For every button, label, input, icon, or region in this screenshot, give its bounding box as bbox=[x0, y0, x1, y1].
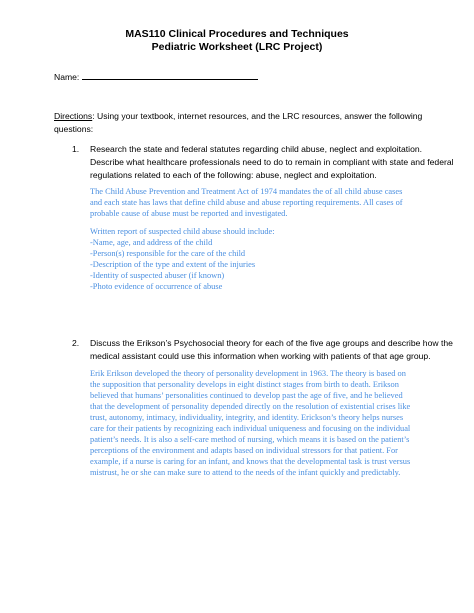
question-number: 2. bbox=[72, 338, 80, 348]
answer-line: the supposition that personality develops in eight distinct stages from birth to death. Erikson bbox=[90, 380, 399, 389]
answer-line: -Description of the type and extent of the injuries bbox=[90, 260, 256, 269]
answer-line: -Photo evidence of occurrence of abuse bbox=[90, 282, 223, 291]
question-text-line: Research the state and federal statutes regarding child abuse, neglect and exploitation. bbox=[90, 144, 423, 154]
question-text-line: Discuss the Erikson’s Psychosocial theory for each of the five age groups and describe how the bbox=[90, 338, 453, 348]
answer-line: The Child Abuse Prevention and Treatment Act of 1974 mandates the of all child abuse cases bbox=[90, 187, 403, 196]
answer-line: probable cause of abuse must be reported and investigated. bbox=[90, 209, 288, 218]
answer-line: mistrust, he or she can make sure to attend to the needs of the infant quickly and predictably. bbox=[90, 468, 401, 477]
directions-line-1 bbox=[54, 110, 422, 123]
directions-label: Directions bbox=[54, 111, 93, 121]
name-label: Name: bbox=[54, 72, 80, 82]
answer-line: believed that humans’ personalities continued to develop past the age of five, and he believed bbox=[90, 391, 403, 400]
answer-line: and each state has laws that define child abuse and abuse reporting requirements. All cases of bbox=[90, 198, 403, 207]
answer-line: -Name, age, and address of the child bbox=[90, 238, 213, 247]
answer-line: Erik Erikson developed the theory of personality development in 1963. The theory is based on bbox=[90, 369, 406, 378]
answer-line: perceptions of the environment and adapts based on individual stressors for that patient. For bbox=[90, 446, 398, 455]
question-text-line: medical assistant could use this information when working with patients of that age group. bbox=[90, 351, 431, 361]
question-number: 1. bbox=[72, 144, 80, 154]
name-field-row bbox=[54, 70, 258, 84]
answer-line: example, if a nurse is caring for an infant, and knows that the developmental task is trust versus bbox=[90, 457, 411, 466]
answer-line: care for their patients by recognizing each individual uniqueness and focusing on the individual bbox=[90, 424, 411, 433]
question-text-line: regulations related to each of the following: abuse, neglect and exploitation. bbox=[90, 170, 377, 180]
name-underline[interactable] bbox=[82, 70, 258, 80]
directions-line-2: questions: bbox=[54, 124, 94, 134]
answer-line: that the development of personality depended directly on the resolution of existential crises like bbox=[90, 402, 411, 411]
question-text-line: Describe what healthcare professionals need to do to remain in compliant with state and federal bbox=[90, 157, 454, 167]
directions-text: : Using your textbook, internet resources, and the LRC resources, answer the following bbox=[92, 111, 423, 121]
document-subtitle: Pediatric Worksheet (LRC Project) bbox=[151, 41, 323, 53]
answer-line: trust, autonomy, intimacy, individuality, integrity, and identity. Erickson’s theory helps nurses bbox=[90, 413, 404, 422]
answer-line: patient’s needs. It is also a self-care method of nursing, which means it is based on the patient’s bbox=[90, 435, 410, 444]
document-title: MAS110 Clinical Procedures and Techniques bbox=[125, 28, 349, 40]
answer-line: -Identity of suspected abuser (if known) bbox=[90, 271, 225, 280]
answer-line: -Person(s) responsible for the care of the child bbox=[90, 249, 246, 258]
answer-line: Written report of suspected child abuse should include: bbox=[90, 227, 275, 236]
